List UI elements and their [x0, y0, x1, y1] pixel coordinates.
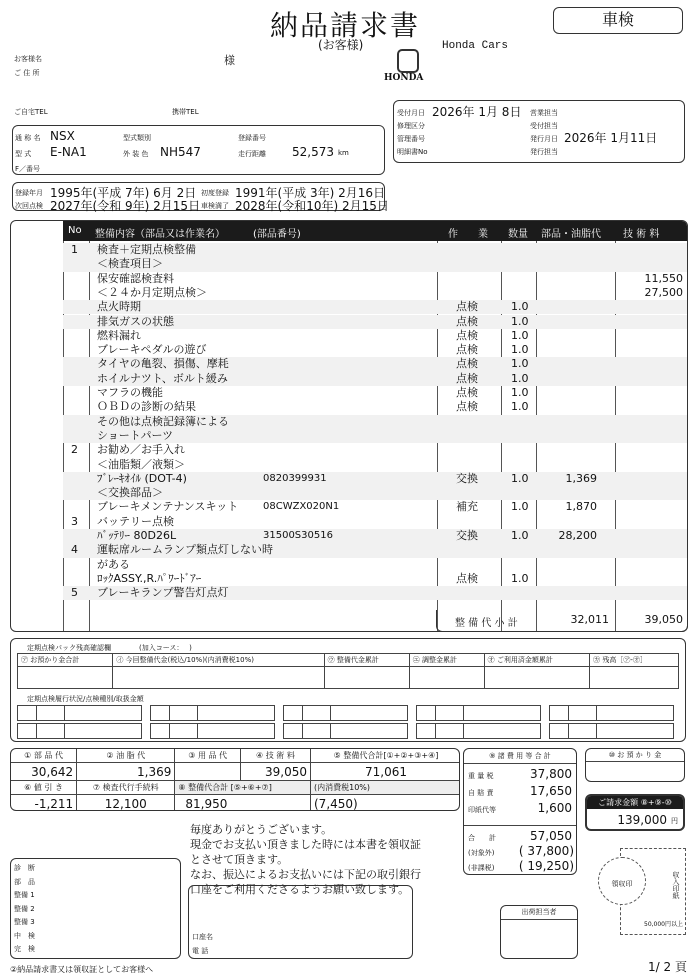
fee-label: 自 賠 責 — [468, 789, 494, 797]
cell-work: 点検 — [456, 371, 478, 385]
history-cell — [549, 723, 674, 739]
summary-header: (内消費税10%) — [311, 781, 461, 795]
subtotal-label: 整 備 代 小 計 — [455, 618, 518, 629]
table-row — [63, 272, 687, 286]
mgmt-number-label: 管理番号 — [397, 135, 425, 143]
pack-balance-table — [17, 653, 679, 689]
cell-desc: 排気ガスの状態 — [97, 314, 174, 328]
expiry-date: 2028年(令和10年) 2月15日 — [235, 199, 389, 213]
table-row — [63, 243, 687, 257]
cell-desc: バッテリー点検 — [97, 514, 174, 528]
subtotal-row — [436, 610, 688, 632]
table-row — [63, 357, 687, 371]
cell-no: 3 — [71, 514, 78, 528]
cell-qty: 1.0 — [511, 500, 529, 514]
cell-tech: 27,500 — [644, 285, 683, 299]
subtotal-tech: 39,050 — [644, 613, 683, 626]
cell-qty: 1.0 — [511, 471, 529, 485]
pack-col-header: ㋒ 整備代金累計 — [324, 654, 409, 667]
cell-qty: 1.0 — [511, 328, 529, 342]
cell-desc: ＯＢＤの診断の結果 — [97, 400, 196, 414]
mileage: 52,573 — [292, 145, 334, 159]
issuer-label: 発行担当 — [530, 148, 558, 156]
cell-desc: ブレーキランプ警告灯点灯 — [97, 586, 229, 600]
cell-desc: 燃料漏れ — [97, 328, 141, 342]
fee-amount: 17,650 — [530, 784, 572, 798]
stamp-threshold: 50,000円以上 — [644, 921, 683, 928]
cell-no: 5 — [71, 586, 78, 600]
color: NH547 — [160, 145, 201, 159]
honorific: 様 — [224, 54, 235, 67]
table-row — [63, 529, 687, 543]
message-line: とさせて頂きます。 — [190, 853, 289, 866]
cell-parts: 28,200 — [558, 529, 597, 542]
cell-work: 交換 — [456, 471, 478, 485]
table-row — [63, 543, 687, 557]
staff-role-label: 診 断 — [14, 864, 35, 872]
table-row — [63, 458, 687, 472]
staff-role-label: 中 検 — [14, 931, 35, 940]
message-line: 口座をご利用くださるようお願い致します。 — [190, 883, 410, 896]
cell-desc: ＜油脂類／液類＞ — [97, 457, 185, 471]
table-row — [63, 400, 687, 414]
bank-box — [188, 885, 413, 959]
pack-col-value — [18, 667, 113, 689]
cell-work: 補充 — [456, 500, 478, 514]
cell-no: 2 — [71, 443, 78, 457]
work-items-table — [10, 220, 688, 632]
cell-desc: マフラの機能 — [97, 386, 163, 399]
cell-qty: 1.0 — [511, 357, 529, 371]
cell-work: 点検 — [456, 400, 478, 414]
table-row — [63, 500, 687, 514]
history-cell — [17, 705, 142, 721]
model: E-NA1 — [50, 145, 87, 159]
received-label: 受付月日 — [397, 109, 425, 117]
billing-amount-box — [585, 794, 685, 831]
staff-box — [10, 858, 181, 959]
table-row — [63, 286, 687, 300]
cell-qty: 1.0 — [511, 529, 529, 542]
page-number: 1/ 2 頁 — [648, 960, 687, 974]
exempt-label: (対象外) — [468, 849, 495, 857]
reg-number-label: 登録番号 — [238, 134, 266, 142]
staff-role-label: 整備 3 — [14, 918, 35, 926]
cell-desc: ホイルナツト、ボルト緩み — [97, 371, 228, 385]
cell-qty: 1.0 — [511, 371, 529, 385]
table-row — [63, 343, 687, 357]
table-row — [63, 572, 687, 586]
cell-qty: 1.0 — [511, 300, 529, 314]
fee-amount: 1,600 — [537, 801, 572, 815]
cell-work: 点検 — [456, 357, 478, 371]
table-row — [63, 558, 687, 572]
pack-title: 定期点検パック残高確認欄 — [27, 644, 111, 652]
mileage-label: 走行距離 — [238, 150, 266, 158]
summary-header: ⑦ 検査代行手続料 — [77, 781, 175, 795]
issued-label: 発行月日 — [530, 135, 558, 143]
summary-header: ⑤ 整備代合計[①+②+③+④] — [311, 749, 461, 763]
model-label: 型 式 — [15, 150, 32, 158]
dates-box — [12, 182, 389, 213]
cell-qty: 1.0 — [511, 343, 529, 357]
reg-date-label: 登録年月 — [15, 189, 43, 197]
table-row — [63, 372, 687, 386]
fees-total-label: 合 計 — [468, 834, 496, 842]
header-qty: 数量 — [508, 229, 528, 240]
table-row — [63, 329, 687, 343]
type-label: 型式類別 — [123, 134, 151, 142]
reception-staff-label: 受付担当 — [530, 122, 558, 130]
summary-header: ② 油 脂 代 — [77, 749, 175, 763]
message-line: 毎度ありがとうございます。 — [190, 823, 333, 836]
history-cell — [416, 723, 541, 739]
table-row — [63, 386, 687, 400]
discount-value: -1,211 — [11, 795, 77, 812]
summary-value — [175, 763, 241, 781]
cell-qty: 1.0 — [511, 386, 529, 399]
cell-part: 31500S30516 — [263, 530, 333, 541]
fee-amount: 37,800 — [530, 767, 572, 781]
summary-header: ③ 用 品 代 — [175, 749, 241, 763]
maintenance-pack-box — [10, 638, 686, 742]
cell-parts: 1,369 — [565, 471, 597, 485]
receipt-seal-circle — [598, 857, 646, 905]
cell-desc: ﾛｯｸASSY.,R.ﾊﾟﾜｰﾄﾞｱｰ — [97, 571, 202, 585]
cell-parts: 1,870 — [565, 500, 597, 514]
issued-date: 2026年 1月11日 — [564, 131, 658, 145]
cell-work: 点検 — [456, 571, 478, 585]
table-header — [63, 221, 687, 241]
summary-header: ⑧ 整備代合計 [⑤+⑥+⑦] — [175, 781, 311, 795]
footer-note: ②納品請求書又は領収証としてお客様へ — [10, 965, 154, 974]
summary-box — [10, 748, 460, 811]
dealer-name: Honda Cars — [442, 40, 509, 52]
color-label: 外 装 色 — [123, 150, 149, 158]
deposit-box — [585, 748, 685, 782]
summary-value: 30,642 — [11, 763, 77, 781]
next-inspection-date: 2027年(令和 9年) 2月15日 — [50, 199, 201, 213]
staff-role-label: 部 品 — [14, 877, 35, 886]
address-label: ご 住 所 — [14, 69, 40, 77]
cell-desc: ＜交換部品＞ — [97, 486, 163, 500]
table-row — [63, 429, 687, 443]
header-tech-fee: 技 術 料 — [623, 229, 660, 240]
next-inspection-label: 次回点検 — [15, 202, 43, 210]
history-cell — [549, 705, 674, 721]
shipping-staff-box — [500, 905, 578, 959]
fee-label: 印紙代等 — [468, 806, 496, 814]
cell-work: 点検 — [456, 328, 478, 342]
fee-label: 重 量 税 — [468, 772, 494, 780]
header-part-number: (部品番号) — [253, 229, 301, 240]
honda-logo-icon — [397, 49, 419, 73]
misc-fees-box — [463, 748, 577, 875]
deposit-title: ⑩ お 預 か り 金 — [586, 749, 684, 762]
pack-col-header: ㋕ 残高［㋐-㋔］ — [590, 654, 679, 667]
cell-no: 1 — [71, 243, 78, 256]
total-service-value: 81,950 — [175, 795, 311, 812]
message-line: なお、振込によるお支払いには下記の取引銀行 — [190, 868, 421, 881]
pack-history-title: 定期点検履行状況/点検種別/取扱金額 — [27, 695, 144, 703]
honda-logo-text: HONDA — [384, 73, 424, 83]
message-line: 現金でお支払い頂きました時には本書を領収証 — [190, 838, 421, 851]
receipt-seal-label: 領収印 — [611, 880, 633, 888]
summary-value: 1,369 — [77, 763, 175, 781]
statement-no-label: 明細書No — [397, 148, 428, 156]
vehicle-name: NSX — [50, 129, 75, 143]
summary-value: 71,061 — [311, 763, 461, 781]
cell-qty: 1.0 — [511, 314, 529, 328]
table-row — [63, 586, 687, 600]
document-title: 納品請求書 — [270, 9, 421, 42]
exempt-amount: ( 37,800) — [518, 844, 574, 858]
subtotal-parts: 32,011 — [570, 613, 609, 626]
expiry-label: 車検満了 — [201, 202, 229, 210]
misc-fees-title: ⑨ 諸 費 用 等 合 計 — [464, 749, 576, 764]
mileage-unit: km — [338, 149, 349, 157]
office-info-box — [393, 100, 685, 163]
pack-col-value — [484, 667, 590, 689]
cell-desc: 保安確認検査料 — [97, 271, 174, 285]
cell-desc: 点火時期 — [97, 300, 141, 314]
cell-desc: ＜２４か月定期点検＞ — [97, 285, 207, 299]
cell-qty: 1.0 — [511, 400, 529, 414]
table-row — [63, 300, 687, 314]
cell-desc: タイヤの亀裂、損傷、摩耗 — [97, 357, 229, 371]
phone-label: 電 話 — [192, 947, 209, 955]
vehicle-name-label: 通 称 名 — [15, 134, 41, 142]
summary-header: ⑥ 値 引 き — [11, 781, 77, 795]
history-cell — [416, 705, 541, 721]
header-parts-cost: 部品・油脂代 — [541, 229, 601, 240]
nontax-amount: ( 19,250) — [518, 859, 574, 873]
table-row — [63, 315, 687, 329]
history-cell — [150, 723, 275, 739]
header-description: 整備内容（部品又は作業名） — [95, 229, 225, 240]
mobile-tel-label: 携帯TEL — [172, 108, 199, 116]
staff-role-label: 整備 2 — [14, 904, 35, 913]
table-row — [63, 515, 687, 529]
summary-header: ④ 技 術 料 — [240, 749, 310, 763]
table-row — [63, 257, 687, 271]
inspection-fee-value: 12,100 — [77, 795, 175, 812]
pack-col-header: ㋑ 今回整備代金(税込/10%)(内消費税10%) — [113, 654, 324, 667]
table-row — [63, 415, 687, 429]
billing-label: ご請求金額 ⑧+⑨-⑩ — [587, 796, 683, 809]
cell-work: 交換 — [456, 529, 478, 542]
cell-desc: 検査＋定期点検整備 — [97, 243, 196, 256]
header-no: No — [68, 225, 82, 236]
cell-desc: お勧め／お手入れ — [97, 443, 185, 457]
nontax-label: (非課税) — [468, 864, 495, 872]
cell-desc: ブレーキペダルの遊び — [97, 343, 207, 357]
summary-header: ① 部 品 代 — [11, 749, 77, 763]
billing-amount: 139,000 — [617, 813, 667, 827]
fees-total: 57,050 — [530, 829, 572, 843]
cell-qty: 1.0 — [511, 571, 529, 585]
customer-name-label: お客様名 — [14, 55, 42, 63]
cell-part: 0820399931 — [263, 472, 327, 484]
reg-date: 1995年(平成 7年) 6月 2日 — [50, 186, 197, 200]
vehicle-info-box — [12, 125, 385, 175]
sales-staff-label: 営業担当 — [530, 109, 558, 117]
inspection-badge: 車検 — [553, 7, 683, 34]
pack-col-header: ㋐ お預かり金合計 — [18, 654, 113, 667]
cell-work: 点検 — [456, 300, 478, 314]
home-tel-label: ご自宅TEL — [14, 108, 48, 116]
pack-col-value — [409, 667, 484, 689]
table-row — [63, 443, 687, 457]
tax-value: (7,450) — [311, 795, 461, 812]
revenue-stamp-label: 収入印紙 — [672, 871, 680, 899]
table-row — [63, 472, 687, 486]
cell-desc: ショートパーツ — [97, 428, 174, 442]
history-cell — [150, 705, 275, 721]
account-name-label: 口座名 — [192, 933, 213, 941]
shipping-staff-label: 出荷担当者 — [501, 906, 577, 920]
received-date: 2026年 1月 8日 — [432, 105, 522, 119]
frame-label: F／番号 — [15, 165, 41, 173]
cell-no: 4 — [71, 543, 78, 557]
repair-type-label: 修理区分 — [397, 122, 425, 130]
cell-desc: ﾌﾞﾚｰｷｵｲﾙ (DOT-4) — [97, 471, 187, 485]
cell-desc: がある — [97, 557, 130, 571]
document-subtitle: (お客様) — [318, 38, 364, 52]
cell-desc: ＜検査項目＞ — [97, 257, 163, 271]
history-cell — [283, 705, 408, 721]
table-row — [63, 486, 687, 500]
cell-work: 点検 — [456, 386, 478, 399]
cell-work: 点検 — [456, 343, 478, 357]
summary-value: 39,050 — [240, 763, 310, 781]
history-cell — [17, 723, 142, 739]
cell-desc: ブレーキメンテナンスキット — [97, 500, 239, 514]
pack-col-value — [590, 667, 679, 689]
header-work: 作 業 — [448, 229, 488, 240]
cell-tech: 11,550 — [644, 271, 683, 285]
first-reg-date: 1991年(平成 3年) 2月16日 — [235, 186, 386, 200]
cell-desc: 運転席ルームランプ類点灯しない時 — [97, 543, 273, 557]
pack-col-header: ㋓ 調整金累計 — [409, 654, 484, 667]
cell-desc: その他は点検記録簿による — [97, 414, 229, 428]
staff-role-label: 完 検 — [14, 945, 35, 953]
pack-course: (加入コース： ) — [139, 644, 192, 652]
cell-desc: ﾊﾞｯﾃﾘｰ 80D26L — [97, 529, 177, 542]
cell-part: 08CWZX020N1 — [263, 501, 340, 513]
yen-unit: 円 — [671, 817, 678, 825]
pack-col-value — [113, 667, 324, 689]
history-cell — [283, 723, 408, 739]
staff-role-label: 整備 1 — [14, 891, 35, 899]
pack-col-header: ㋔ ご利用済金額累計 — [484, 654, 590, 667]
first-reg-label: 初度登録 — [201, 189, 229, 197]
cell-work: 点検 — [456, 314, 478, 328]
pack-col-value — [324, 667, 409, 689]
